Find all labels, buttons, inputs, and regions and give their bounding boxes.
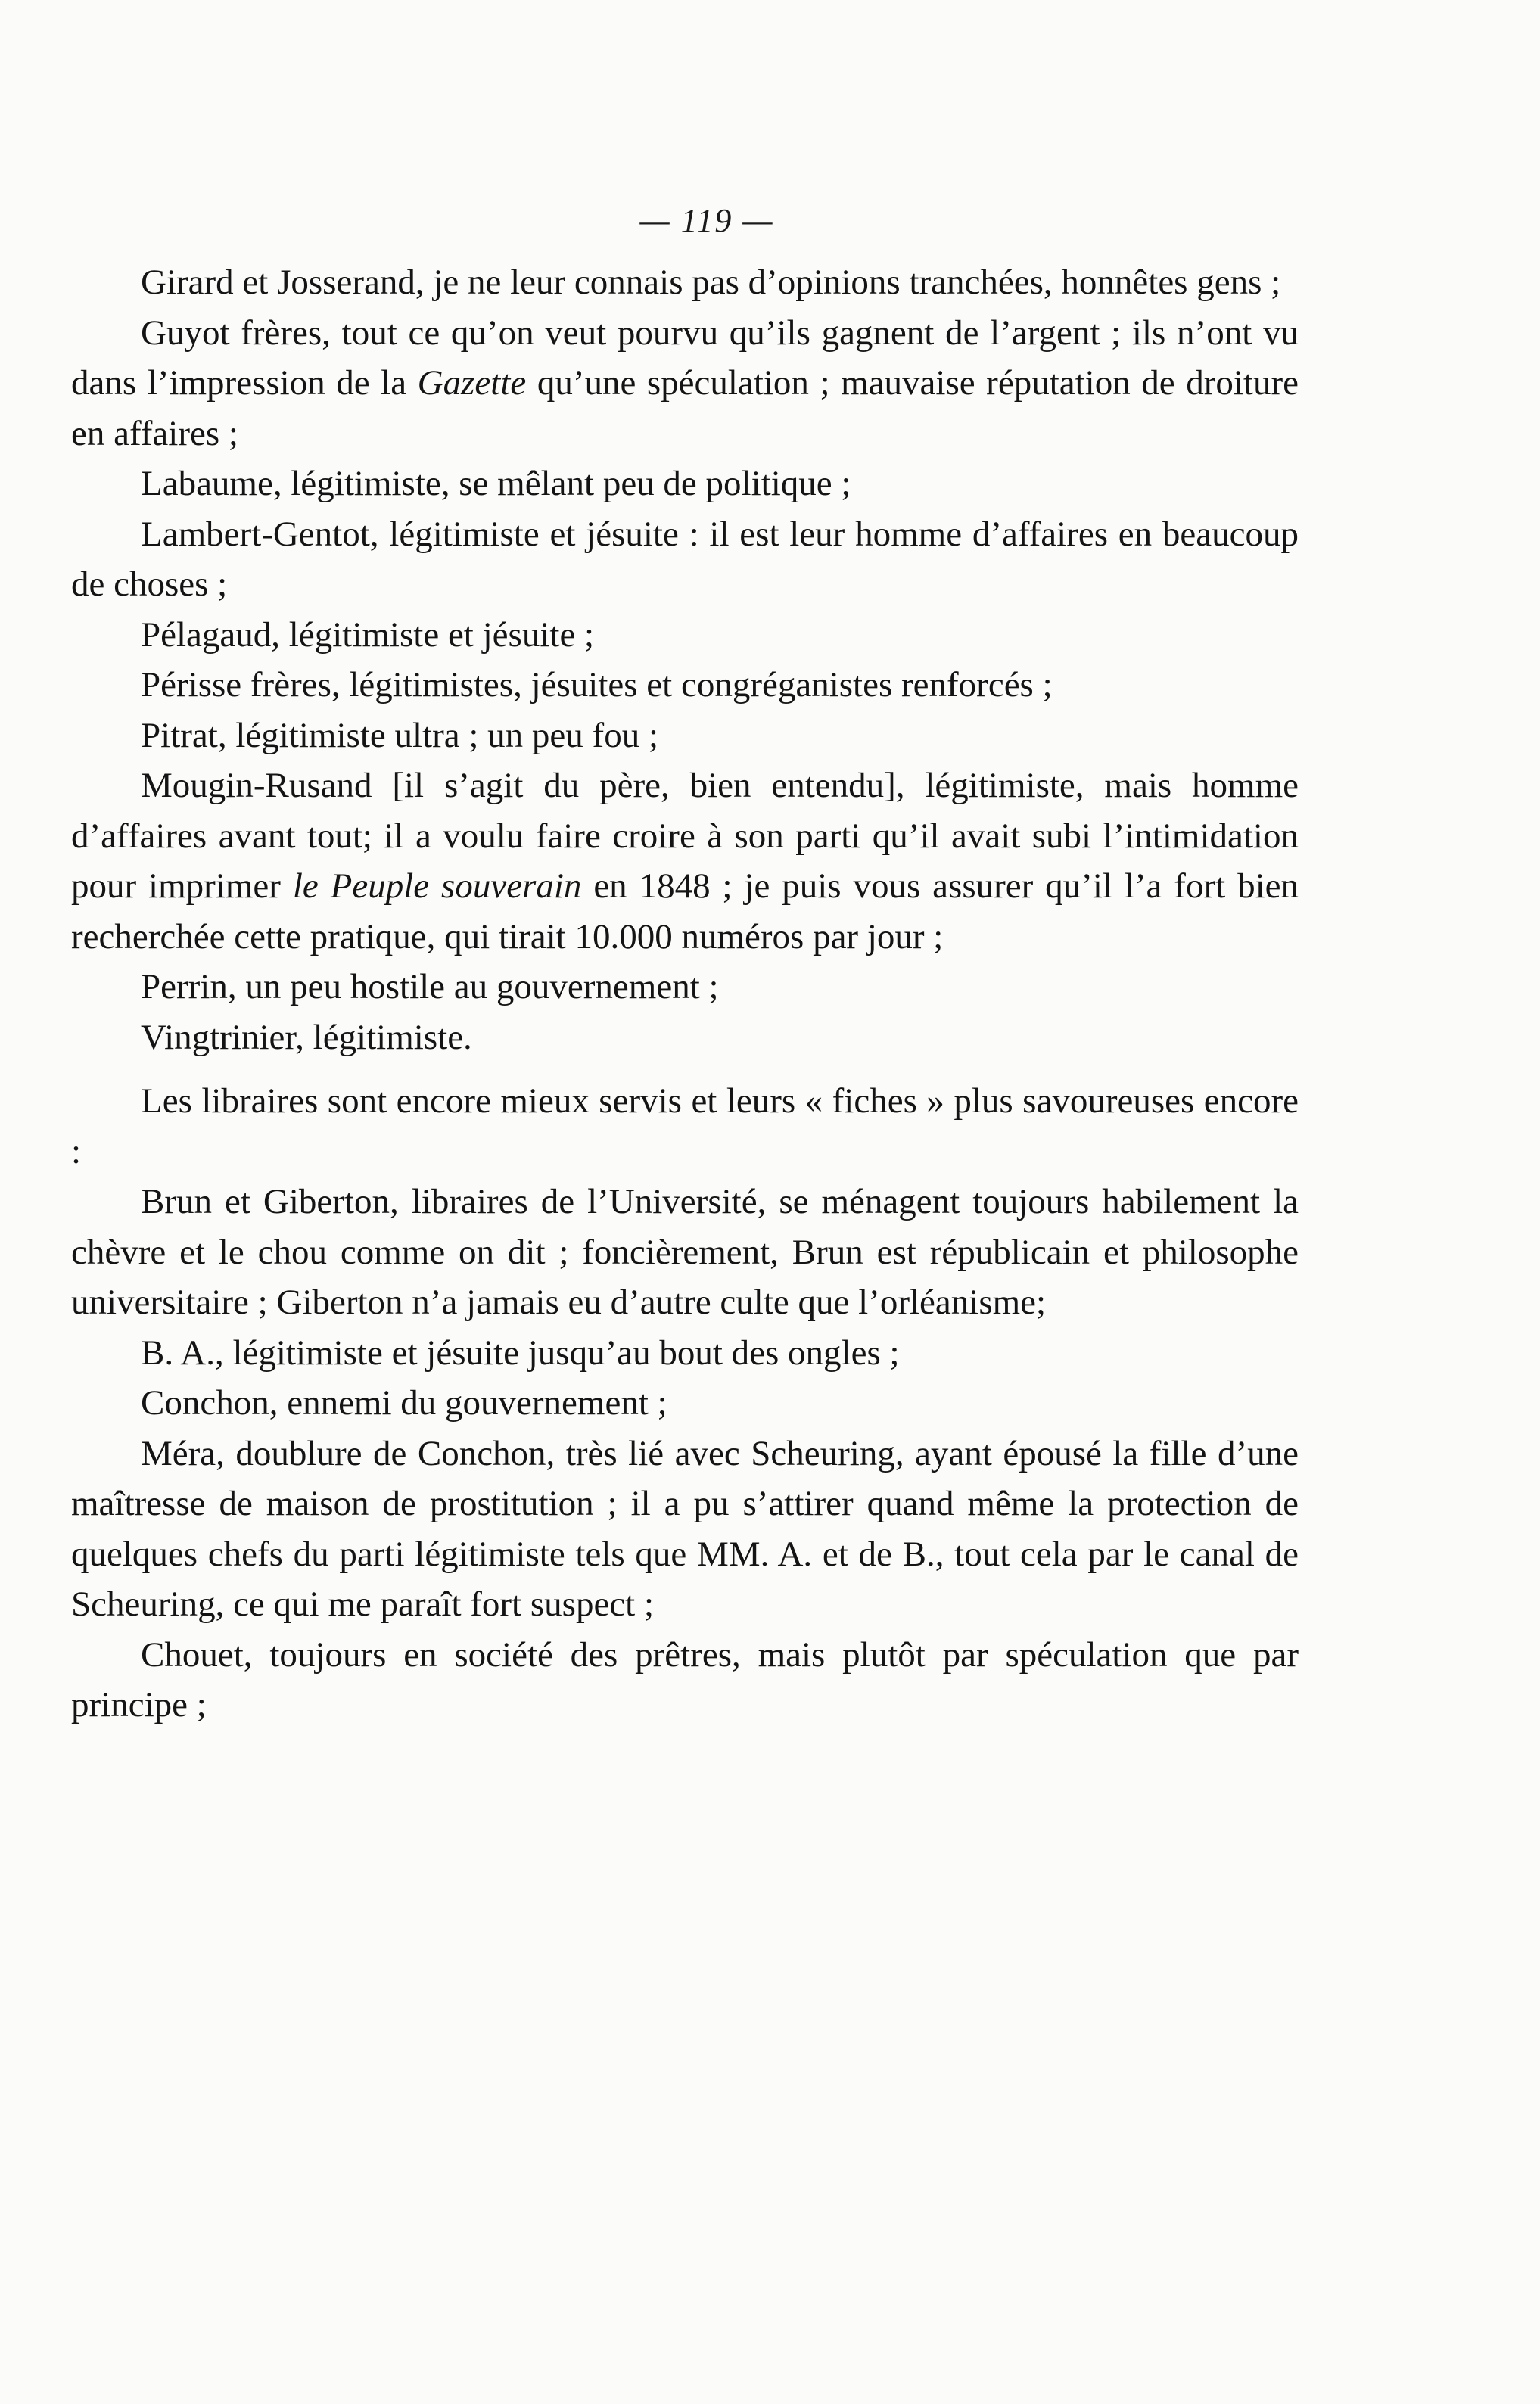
paragraph-b-a: B. A., légitimiste et jésuite jusqu’au bout des ongles ; [141, 1333, 900, 1373]
paragraph-perrin: Perrin, un peu hostile au gouvernement ; [141, 967, 719, 1006]
paragraph-guyot-freres [71, 308, 1299, 459]
paragraph-lambert-gentot: Lambert-Gentot, légitimiste et jésuite : il est leur homme d’affaires en beaucoup de choses ; [71, 514, 1299, 604]
paragraph-brun-giberton: Brun et Giberton, libraires de l’Université, se ménagent toujours habilement la chèvre et le chou comme on dit ; foncièrement, Brun est républicain et philosophe universitaire ; Giberton n’a jamais eu d’autre culte que l’orléanisme; [71, 1182, 1299, 1322]
text-span: en 1848 ; je puis vous assurer qu’il l’a fort bien recherchée cette pratique, qui tirait 10.000 numéros par jour ; [71, 866, 1299, 956]
paragraph-chouet: Chouet, toujours en société des prêtres, mais plutôt par spéculation que par principe ; [71, 1634, 1299, 1724]
paragraph-perisse-freres: Périsse frères, légitimistes, jésuites et congréganistes renforcés ; [141, 665, 1053, 704]
paragraph-pitrat: Pitrat, légitimiste ultra ; un peu fou ; [141, 715, 659, 755]
text-span: qu’une spéculation ; mauvaise réputation de droiture en affaires ; [71, 363, 1299, 453]
paragraph-vingtrinier: Vingtrinier, légitimiste. [141, 1017, 472, 1057]
body-text [71, 257, 1299, 1731]
text-span: Guyot frères, tout ce qu’on veut pourvu qu’ils gagnent de l’argent ; ils n’ont vu dans l’impression de la [71, 313, 1299, 403]
paragraph-libraires-intro: Les libraires sont encore mieux servis et leurs « fiches » plus savoureuses encore : [71, 1081, 1299, 1171]
paragraph-pelagaud: Pélagaud, légitimiste et jésuite ; [141, 614, 595, 655]
paragraph-girard-josserand: Girard et Josserand, je ne leur connais pas d’opinions tranchées, honnêtes gens ; [141, 263, 1281, 302]
paragraph-mera: Méra, doublure de Conchon, très lié avec Scheuring, ayant épousé la fille d’une maîtresse de maison de prostitution ; il a pu s’attirer quand même la protection de quelques chefs du parti légitimiste tels que MM. A. et de B., tout cela par le canal de Scheuring, ce qui me paraît fort suspect ; [71, 1433, 1299, 1624]
text-span: Mougin-Rusand [il s’agit du père, bien entendu], légitimiste, mais homme d’affaires avant tout; il a voulu faire croire à son parti qu’il avait subi l’intimidation pour imprimer [71, 766, 1299, 906]
paragraph-conchon: Conchon, ennemi du gouvernement ; [141, 1383, 667, 1423]
paragraph-labaume: Labaume, légitimiste, se mêlant peu de politique ; [141, 464, 851, 503]
italic-title: Gazette [417, 363, 527, 403]
italic-title: le Peuple souverain [292, 866, 582, 906]
page-number: — 119 — [639, 202, 774, 239]
paragraph-mougin-rusand [71, 760, 1299, 962]
